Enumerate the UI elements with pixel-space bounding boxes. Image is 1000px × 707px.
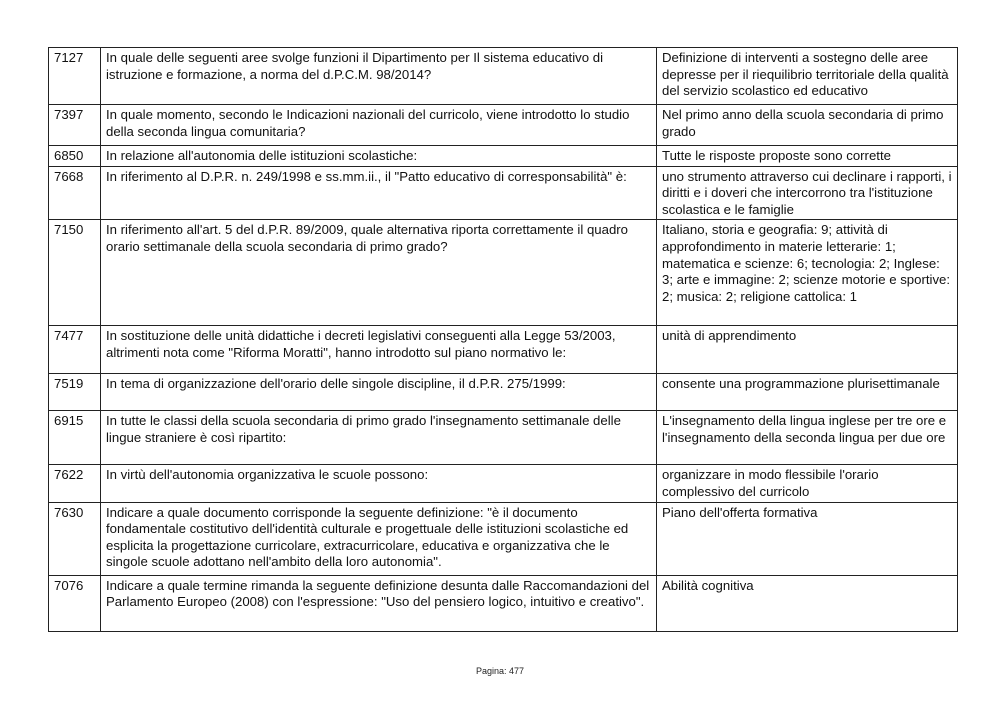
table-row (49, 220, 958, 326)
table-row (49, 48, 958, 105)
question-cell: In tema di organizzazione dell'orario delle singole discipline, il d.P.R. 275/1999: (101, 374, 657, 411)
question-cell: In relazione all'autonomia delle istituzioni scolastiche: (101, 146, 657, 167)
answer-cell: Abilità cognitiva (657, 575, 958, 631)
page-number: Pagina: 477 (475, 666, 525, 676)
question-id-cell: 7477 (49, 326, 101, 374)
question-cell: In sostituzione delle unità didattiche i decreti legislativi conseguenti alla Legge 53/2003, altrimenti nota come "Riforma Moratti", hanno introdotto sul piano normativo le: (101, 326, 657, 374)
table-row (49, 105, 958, 146)
question-id-cell: 7397 (49, 105, 101, 146)
table-row (49, 575, 958, 631)
page-footer (0, 666, 1000, 676)
question-id-cell: 7630 (49, 502, 101, 575)
question-cell: In riferimento al D.P.R. n. 249/1998 e ss.mm.ii., il "Patto educativo di corresponsabilità" è: (101, 166, 657, 220)
table-row (49, 374, 958, 411)
question-id-cell: 7519 (49, 374, 101, 411)
table-row (49, 411, 958, 465)
question-cell: In quale delle seguenti aree svolge funzioni il Dipartimento per Il sistema educativo di istruzione e formazione, a norma del d.P.C.M. 98/2014? (101, 48, 657, 105)
question-id-cell: 7622 (49, 465, 101, 502)
question-cell: In riferimento all'art. 5 del d.P.R. 89/2009, quale alternativa riporta correttamente il quadro orario settimanale della scuola secondaria di primo grado? (101, 220, 657, 326)
answer-cell: Italiano, storia e geografia: 9; attività di approfondimento in materie letterarie: 1; matematica e scienze: 6; tecnologia: 2; Inglese: 3; arte e immagine: 2; scienze motorie e sportive: 2; musica: 2; religione cattolica: 1 (657, 220, 958, 326)
answer-cell: organizzare in modo flessibile l'orario complessivo del curricolo (657, 465, 958, 502)
question-cell: In virtù dell'autonomia organizzativa le scuole possono: (101, 465, 657, 502)
question-cell: In tutte le classi della scuola secondaria di primo grado l'insegnamento settimanale delle lingue straniere è così ripartito: (101, 411, 657, 465)
answer-cell: L'insegnamento della lingua inglese per tre ore e l'insegnamento della seconda lingua per due ore (657, 411, 958, 465)
question-id-cell: 7668 (49, 166, 101, 220)
question-id-cell: 6850 (49, 146, 101, 167)
answer-cell: Definizione di interventi a sostegno delle aree depresse per il riequilibrio territoriale della qualità del servizio scolastico ed educativo (657, 48, 958, 105)
table-row (49, 502, 958, 575)
table-row (49, 465, 958, 502)
question-id-cell: 7127 (49, 48, 101, 105)
table-row (49, 146, 958, 167)
answer-cell: unità di apprendimento (657, 326, 958, 374)
answer-cell: consente una programmazione plurisettimanale (657, 374, 958, 411)
answer-cell: Piano dell'offerta formativa (657, 502, 958, 575)
question-cell: Indicare a quale termine rimanda la seguente definizione desunta dalle Raccomandazioni del Parlamento Europeo (2008) con l'espressione: "Uso del pensiero logico, intuitivo e creativo". (101, 575, 657, 631)
question-cell: In quale momento, secondo le Indicazioni nazionali del curricolo, viene introdotto lo studio della seconda lingua comunitaria? (101, 105, 657, 146)
answer-cell: Nel primo anno della scuola secondaria di primo grado (657, 105, 958, 146)
answer-cell: Tutte le risposte proposte sono corrette (657, 146, 958, 167)
question-id-cell: 7076 (49, 575, 101, 631)
quiz-table (48, 47, 958, 632)
question-cell: Indicare a quale documento corrisponde la seguente definizione: "è il documento fondamentale costitutivo dell'identità culturale e progettuale delle istituzioni scolastiche ed esplicita la progettazione curricolare, extracurricolare, educativa e organizzativa che le singole scuole adottano nell'ambito della loro autonomia". (101, 502, 657, 575)
quiz-table-body (49, 48, 958, 632)
question-id-cell: 6915 (49, 411, 101, 465)
table-row (49, 326, 958, 374)
answer-cell: uno strumento attraverso cui declinare i rapporti, i diritti e i doveri che intercorrono tra l'istituzione scolastica e le famiglie (657, 166, 958, 220)
table-row (49, 166, 958, 220)
question-id-cell: 7150 (49, 220, 101, 326)
